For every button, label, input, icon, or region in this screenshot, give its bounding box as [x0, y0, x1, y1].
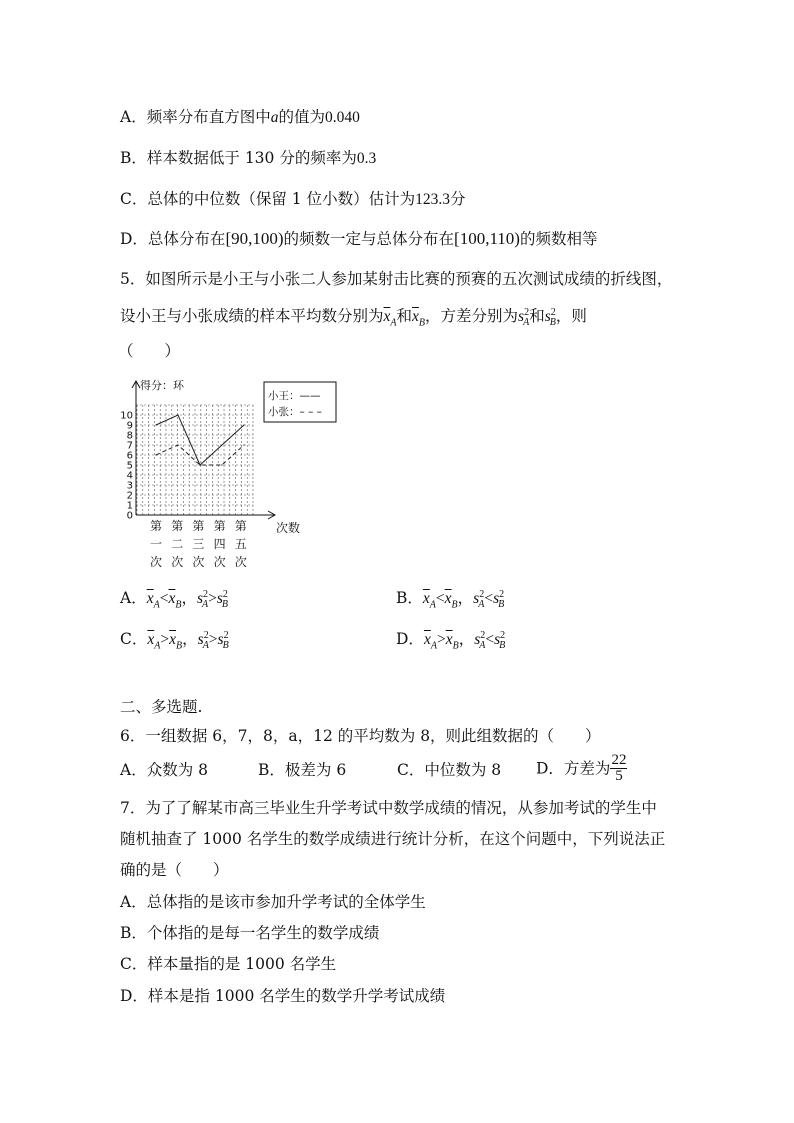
y-axis-label: 得分：环 — [140, 379, 184, 392]
y-tick-label: 5 — [126, 460, 133, 472]
q4-option-b-text: B．样本数据低于 130 分的频率为 — [120, 149, 357, 167]
q5-oc-comma: ， — [182, 630, 198, 649]
q6-option-b: B．极差为 6 — [258, 761, 347, 779]
q4-option-a-suffix: 的值为 — [278, 108, 325, 126]
q5-od-sa-sub: A — [479, 640, 486, 652]
q7-option-c: C．样本量指的是 1000 名学生 — [120, 955, 337, 973]
q5-oc-sa-sup: 2 — [203, 630, 209, 641]
x-tick-label: 一 — [149, 537, 163, 551]
q4-option-c — [120, 188, 465, 211]
q5-oa-sa-sup: 2 — [203, 589, 209, 600]
y-tick-label: 2 — [126, 490, 133, 502]
q4-option-c-unit: 分 — [449, 190, 466, 208]
q5-ob-rel2: < — [484, 590, 494, 608]
q7-option-b: B．个体指的是每一名学生的数学成绩 — [120, 924, 380, 942]
x-tick-label: 第 — [234, 519, 247, 533]
q5-text-b: ，方差分别为 — [425, 307, 519, 326]
x-tick-label: 次 — [192, 555, 205, 569]
q5-od-rel1: > — [436, 631, 446, 649]
y-tick-label: 1 — [126, 500, 133, 512]
q5-oc-xa-sub: A — [154, 640, 161, 652]
q5-od-xa: $\overline{x}$ — [423, 631, 431, 649]
legend-entry: 小王：—— — [268, 390, 321, 402]
q5-var-b-symbol: s — [544, 308, 551, 326]
q5-oa-sa-sub: A — [202, 599, 209, 611]
q5-mean-b-symbol: $\overline{x}$ — [412, 308, 419, 326]
y-tick-label: 7 — [126, 440, 133, 452]
q7-option-a: A．总体指的是该市参加升学考试的全体学生 — [120, 893, 426, 911]
q7-stem-line3: 确的是（ ） — [120, 861, 229, 879]
q5-oc-rel1: > — [160, 631, 170, 649]
x-tick-label: 第 — [149, 519, 163, 533]
q5-od-sb-sub: B — [499, 640, 506, 652]
q5-ob-xa-sub: A — [429, 599, 436, 611]
q6-option-a: A．众数为 8 — [120, 761, 208, 779]
q6-option-d-text: D．方差为 — [536, 759, 611, 778]
data-point — [221, 444, 222, 445]
q5-ob-xb: $\overline{x}$ — [444, 590, 452, 608]
y-tick-label: 8 — [126, 430, 133, 442]
q5-oc-xb: $\overline{x}$ — [169, 631, 177, 649]
q6-fraction-denominator: 5 — [615, 768, 623, 784]
q5-and-2: 和 — [529, 307, 545, 326]
q5-ob-xa: $\overline{x}$ — [422, 590, 430, 608]
x-tick-label: 五 — [234, 537, 247, 551]
q5-oa-rel1: < — [159, 590, 169, 608]
q5-var-b-sup: 2 — [550, 307, 556, 318]
q5-ob-sa-sub: A — [478, 599, 485, 611]
q5-od-xb-sub: B — [452, 640, 459, 652]
data-point — [199, 464, 200, 465]
q4-option-d-suffix: 的频数相等 — [519, 230, 598, 248]
q5-od-sa-sup: 2 — [480, 630, 486, 641]
q5-stem-line2 — [120, 302, 587, 334]
q4-option-c-text: C．总体的中位数（保留 1 位小数）估计为 — [120, 190, 416, 208]
q5-option-a-label: A． — [120, 589, 147, 608]
q7-option-d: D．样本是指 1000 名学生的数学升学考试成绩 — [120, 987, 446, 1005]
y-tick-label: 0 — [126, 510, 133, 522]
q5-oc-rel2: > — [208, 631, 218, 649]
q5-option-c — [120, 625, 229, 657]
section-title: 二、多选题. — [120, 698, 203, 716]
q6-option-d — [536, 753, 627, 784]
x-tick-label: 次 — [213, 555, 226, 569]
q5-ob-sb-sub: B — [498, 599, 505, 611]
q5-option-d-label: D． — [396, 630, 424, 649]
q5-ob-rel1: < — [435, 590, 445, 608]
q5-oa-sb-sup: 2 — [222, 589, 228, 600]
q5-ob-comma: ， — [457, 589, 474, 608]
q5-oc-sb-sub: B — [222, 640, 229, 652]
q4-option-d-text: D．总体分布在 — [120, 230, 226, 248]
q5-od-rel2: < — [485, 631, 495, 649]
q4-interval-2: [100,110) — [454, 229, 520, 248]
q5-option-b-label: B． — [396, 589, 423, 608]
q5-oc-sb: s — [217, 631, 224, 649]
q5-ob-sb-sup: 2 — [499, 589, 505, 600]
q5-oa-xa-sub: A — [153, 599, 160, 611]
q4-var-a: a — [270, 109, 279, 126]
q5-ob-sa-sup: 2 — [479, 589, 485, 600]
score-line-chart — [116, 372, 356, 572]
q6-option-c: C．中位数为 8 — [397, 761, 502, 779]
legend-entry: 小张：– – – — [268, 406, 322, 418]
x-tick-label: 次 — [171, 555, 184, 569]
x-tick-label: 次 — [149, 555, 163, 569]
q5-and-1: 和 — [396, 307, 413, 326]
q4-interval-1: [90,100) — [225, 229, 284, 248]
q5-od-sb-sup: 2 — [500, 630, 506, 641]
data-point — [155, 424, 156, 425]
q5-oc-sa-sub: A — [202, 640, 209, 652]
data-point — [155, 454, 156, 455]
x-tick-label: 第 — [213, 519, 226, 533]
q5-oa-sb: s — [216, 590, 223, 608]
q5-oc-xb-sub: B — [176, 640, 183, 652]
q5-oa-rel2: > — [208, 590, 217, 608]
q5-oa-xb-sub: B — [175, 599, 182, 611]
q5-od-xb: $\overline{x}$ — [445, 631, 453, 649]
q5-answer-paren: （ ） — [118, 342, 181, 360]
q5-oc-sa: s — [197, 631, 204, 649]
q5-option-d — [396, 625, 505, 657]
x-tick-label: 第 — [192, 519, 205, 533]
x-axis-label: 次数 — [276, 521, 301, 535]
q5-oa-sa: s — [196, 590, 204, 608]
q5-oc-sb-sup: 2 — [223, 630, 229, 641]
y-tick-label: 3 — [126, 480, 133, 492]
q5-mean-a-symbol: $\overline{x}$ — [383, 308, 391, 326]
q5-od-sa: s — [474, 631, 481, 649]
q4-option-b — [120, 147, 376, 170]
x-tick-label: 第 — [171, 519, 184, 533]
data-point — [221, 464, 222, 465]
q5-text-a: 设小王与小张成绩的样本平均数分别为 — [120, 307, 384, 326]
y-tick-label: 10 — [120, 410, 133, 422]
q6-fraction — [610, 753, 627, 784]
q5-text-c: ，则 — [555, 307, 587, 326]
q5-od-comma: ， — [458, 630, 475, 649]
q5-stem-line1: 5．如图所示是小王与小张二人参加某射击比赛的预赛的五次测试成绩的折线图， — [120, 270, 673, 288]
q4-option-d — [120, 228, 598, 250]
q7-stem-line2: 随机抽查了 1000 名学生的数学成绩进行统计分析，在这个问题中，下列说法正 — [120, 830, 666, 848]
data-point — [177, 414, 178, 415]
q5-mean-b-sub: B — [418, 317, 426, 329]
q5-option-c-label: C． — [120, 630, 148, 649]
y-tick-label: 4 — [126, 470, 133, 482]
x-tick-label: 三 — [192, 537, 205, 551]
q5-ob-sa: s — [473, 590, 480, 608]
q7-stem-line1: 7．为了了解某市高三毕业生升学考试中数学成绩的情况，从参加考试的学生中 — [120, 799, 657, 817]
q4-option-c-value: 123.3 — [415, 191, 450, 208]
q5-oc-xa: $\overline{x}$ — [147, 631, 155, 649]
q5-option-b — [396, 584, 504, 616]
q6-stem: 6．一组数据 6，7，8，a，12 的平均数为 8，则此组数据的（ ） — [120, 727, 601, 745]
q4-option-a-value: 0.040 — [324, 109, 360, 126]
q4-option-b-value: 0.3 — [356, 150, 377, 167]
data-point — [243, 444, 244, 445]
q5-oa-comma: ， — [181, 589, 197, 608]
q5-od-sb: s — [494, 631, 501, 649]
q5-var-b-sub: B — [549, 317, 556, 329]
y-tick-label: 6 — [126, 450, 133, 462]
q5-var-a-sub: A — [523, 317, 530, 329]
q5-var-a-symbol: s — [518, 308, 525, 326]
q5-oa-xb: $\overline{x}$ — [168, 590, 176, 608]
x-tick-label: 二 — [171, 537, 184, 551]
q5-oa-sb-sub: B — [221, 599, 229, 611]
q5-od-xa-sub: A — [430, 640, 437, 652]
q5-option-a — [120, 584, 228, 616]
q5-var-a-sup: 2 — [524, 307, 530, 318]
q6-fraction-numerator: 22 — [611, 752, 627, 768]
data-point — [243, 424, 244, 425]
q4-option-a — [120, 106, 360, 129]
q5-ob-xb-sub: B — [451, 599, 458, 611]
data-point — [177, 444, 178, 445]
q5-ob-sb: s — [493, 590, 500, 608]
x-tick-label: 四 — [213, 537, 226, 551]
q4-option-a-text: A．频率分布直方图中 — [120, 108, 271, 126]
q5-mean-a-sub: A — [390, 317, 397, 329]
q4-option-d-mid: 的频数一定与总体分布在 — [283, 230, 455, 248]
q5-oa-xa: $\overline{x}$ — [146, 590, 154, 608]
y-tick-label: 9 — [126, 420, 133, 432]
x-tick-label: 次 — [234, 555, 247, 569]
